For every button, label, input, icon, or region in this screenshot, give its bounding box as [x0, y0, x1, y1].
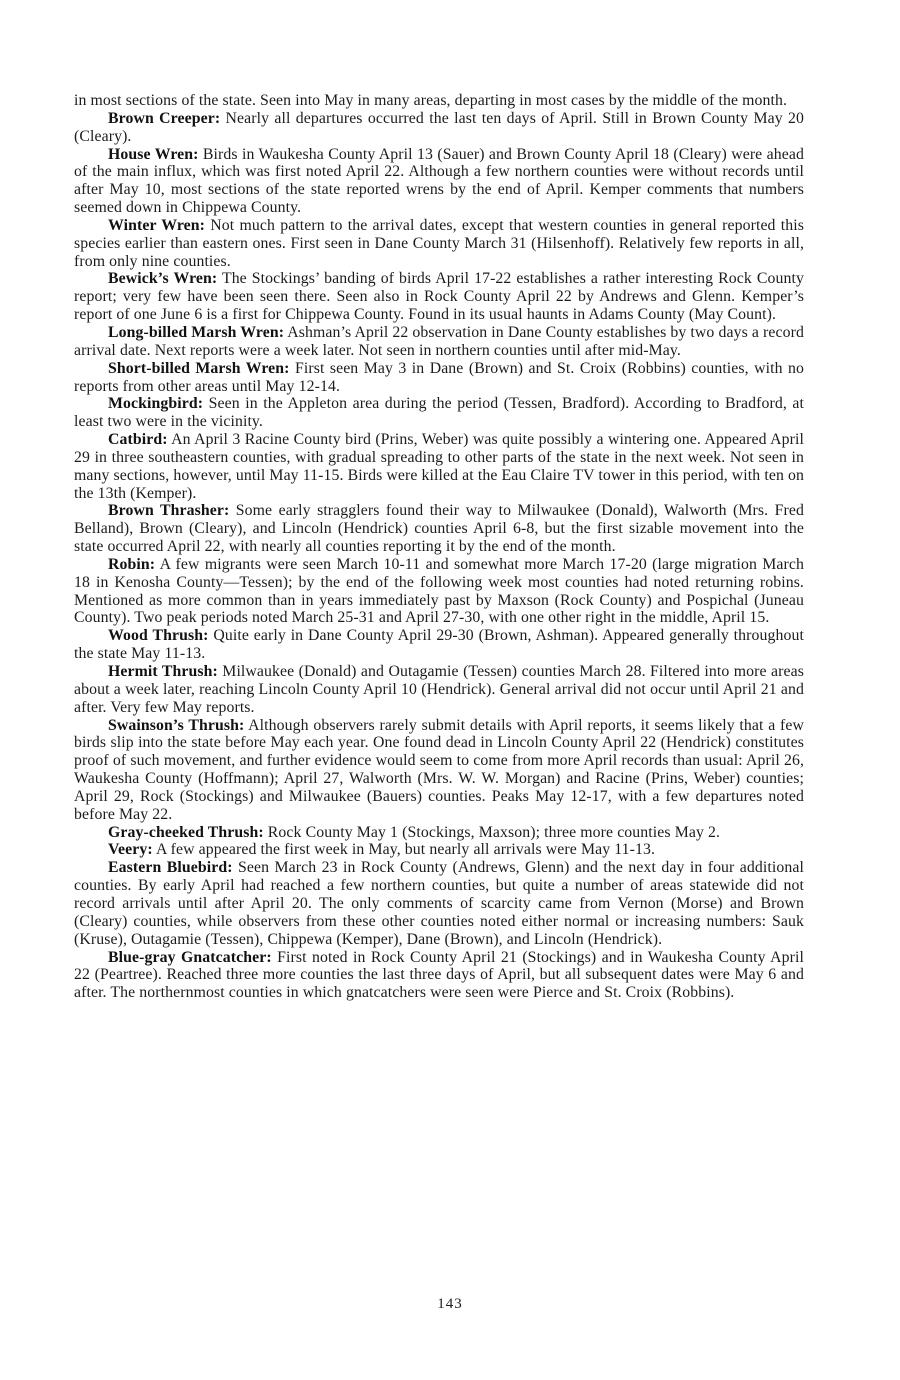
species-text: First seen May 3 in Dane (Brown) and St. Croix (Robbins) counties, with no reports from other areas until May 12-14. — [74, 359, 805, 395]
species-name: Wood Thrush: — [108, 627, 209, 645]
species-text: Some early stragglers found their way to Milwaukee (Donald), Walworth (Mrs. Fred Belland), Brown (Cleary), and Lincoln (Hendrick) counties April 6-8, but the first sizable movement into the state occurred April 22, with nearly all counties reporting it by the end of the month. — [74, 502, 804, 556]
entry-catbird — [74, 431, 804, 502]
entry-long-billed-marsh-wren — [74, 324, 804, 360]
species-text: Seen in the Appleton area during the period (Tessen, Bradford). According to Bradford, at least two were in the vicinity. — [74, 395, 804, 431]
entry-brown-creeper — [74, 110, 804, 146]
entry-house-wren — [74, 146, 804, 217]
document-body — [74, 92, 804, 1002]
species-name: Veery: — [108, 841, 153, 859]
entry-blue-gray-gnatcatcher — [74, 949, 804, 1003]
entry-eastern-bluebird — [74, 859, 804, 948]
entry-mockingbird — [74, 395, 804, 431]
entry-brown-thrasher — [74, 502, 804, 556]
species-name: Short-billed Marsh Wren: — [108, 359, 290, 377]
species-name: House Wren: — [108, 145, 199, 163]
species-name: Brown Thrasher: — [108, 502, 230, 520]
entry-bewicks-wren — [74, 270, 804, 324]
entry-veery — [74, 841, 804, 859]
species-text: A few migrants were seen March 10-11 and somewhat more March 17-20 (large migration March 18 in Kenosha County—Tessen); by the end of the following week most counties had noted returning robins. Mentioned as more common than in years immediately past by Maxson (Rock County) and Pospichal (Juneau County). Two peak periods noted March 25-31 and April 27-30, with one other right in the middle, April 15. — [74, 555, 804, 627]
species-name: Swainson’s Thrush: — [108, 716, 245, 734]
species-text: First noted in Rock County April 21 (Stockings) and in Waukesha County April 22 (Peartree). Reached three more counties the last three days of April, but all subsequent dates were May 6 and after. The northernmost counties in which gnatcatchers were seen were Pierce and St. Croix (Robbins). — [74, 948, 805, 1002]
species-name: Hermit Thrush: — [108, 663, 218, 680]
species-text: Seen March 23 in Rock County (Andrews, Glenn) and the next day in four additional counties. By early April had reached a few northern counties, but quite a number of areas statewide did not record arrivals until after April 20. The only comments of scarcity came from Vernon (Morse) and Brown (Cleary) counties, while observers from these other counties noted either normal or increasing numbers: Sauk (Kruse), Outagamie (Tessen), Chippewa (Kemper), Dane (Brown), and Lincoln (Hendrick). — [74, 859, 804, 948]
species-text: Ashman’s April 22 observation in Dane County establishes by two days a record arrival date. Next reports were a week later. Not seen in northern counties until after mid-May. — [74, 323, 804, 359]
entry-short-billed-marsh-wren — [74, 360, 804, 396]
entry-winter-wren — [74, 217, 804, 271]
species-text: An April 3 Racine County bird (Prins, Weber) was quite possibly a wintering one. Appeared April 29 in three southeastern counties, with gradual spreading to other parts of the state in the next week. Not seen in many sections, however, until May 11-15. Birds were killed at the Eau Claire TV tower in this period, with ten on the 13th (Kemper). — [74, 431, 804, 502]
entry-gray-cheeked-thrush — [74, 824, 804, 842]
species-text: Milwaukee (Donald) and Outagamie (Tessen) counties March 28. Filtered into more areas about a week later, reaching Lincoln County April 10 (Hendrick). General arrival did not occur until April 21 and after. Very few May reports. — [74, 663, 805, 716]
species-text: A few appeared the first week in May, but nearly all arrivals were May 11-13. — [152, 841, 656, 859]
species-name: Winter Wren: — [108, 216, 206, 234]
entry-robin — [74, 556, 804, 627]
species-text: The Stockings’ banding of birds April 17-22 establishes a rather interesting Rock County report; very few have been seen there. Seen also in Rock County April 22 by Andrews and Glenn. Kemper’s report of one June 6 is a first for Chippewa County. Found in its usual haunts in Adams County (May Count). — [74, 270, 804, 324]
species-text: Not much pattern to the arrival dates, except that western counties in general reported this species earlier than eastern ones. First seen in Dane County March 31 (Hilsenhoff). Relatively few reports in all, from only nine counties. — [74, 216, 805, 270]
species-name: Mockingbird: — [108, 395, 204, 413]
species-text: Nearly all departures occurred the last ten days of April. Still in Brown County May 20 (Cleary). — [74, 109, 804, 145]
entry-wood-thrush — [74, 627, 804, 663]
species-name: Catbird: — [108, 431, 168, 449]
entry-hermit-thrush — [74, 663, 804, 717]
species-text: Although observers rarely submit details with April reports, it seems likely that a few birds slip into the state before May each year. One found dead in Lincoln County April 22 (Hendrick) constitutes proof of such movement, and further evidence would seem to come from more April records than usual: April 26, Waukesha County (Hoffmann); April 27, Walworth (Mrs. W. W. Morgan) and Racine (Prins, Weber) counties; April 29, Rock (Stockings) and Milwaukee (Bauers) counties. Peaks May 12-17, with a few departures noted before May 22. — [74, 716, 804, 823]
entry-swainsons-thrush — [74, 717, 804, 824]
continuation-paragraph: in most sections of the state. Seen into May in many areas, departing in most cases by the middle of the month. — [74, 92, 788, 109]
species-name: Brown Creeper: — [108, 109, 221, 127]
species-name: Long-billed Marsh Wren: — [108, 323, 285, 341]
species-name: Eastern Bluebird: — [108, 859, 233, 877]
species-name: Blue-gray Gnatcatcher: — [108, 948, 272, 966]
species-name: Bewick’s Wren: — [108, 270, 218, 288]
species-text: Quite early in Dane County April 29-30 (Brown, Ashman). Appeared generally throughout the state May 11-13. — [74, 627, 804, 663]
species-text: Birds in Waukesha County April 13 (Sauer) and Brown County April 18 (Cleary) were ahead of the main influx, which was first noted April 22. Although a few northern counties were without records until after May 10, most sections of the state reported wrens by the end of April. Kemper comments that numbers seemed down in Chippewa County. — [74, 145, 804, 217]
species-name: Gray-cheeked Thrush: — [108, 823, 264, 841]
species-text: Rock County May 1 (Stockings, Maxson); three more counties May 2. — [263, 823, 721, 841]
page-number: 143 — [437, 1296, 463, 1312]
species-name: Robin: — [108, 555, 156, 573]
